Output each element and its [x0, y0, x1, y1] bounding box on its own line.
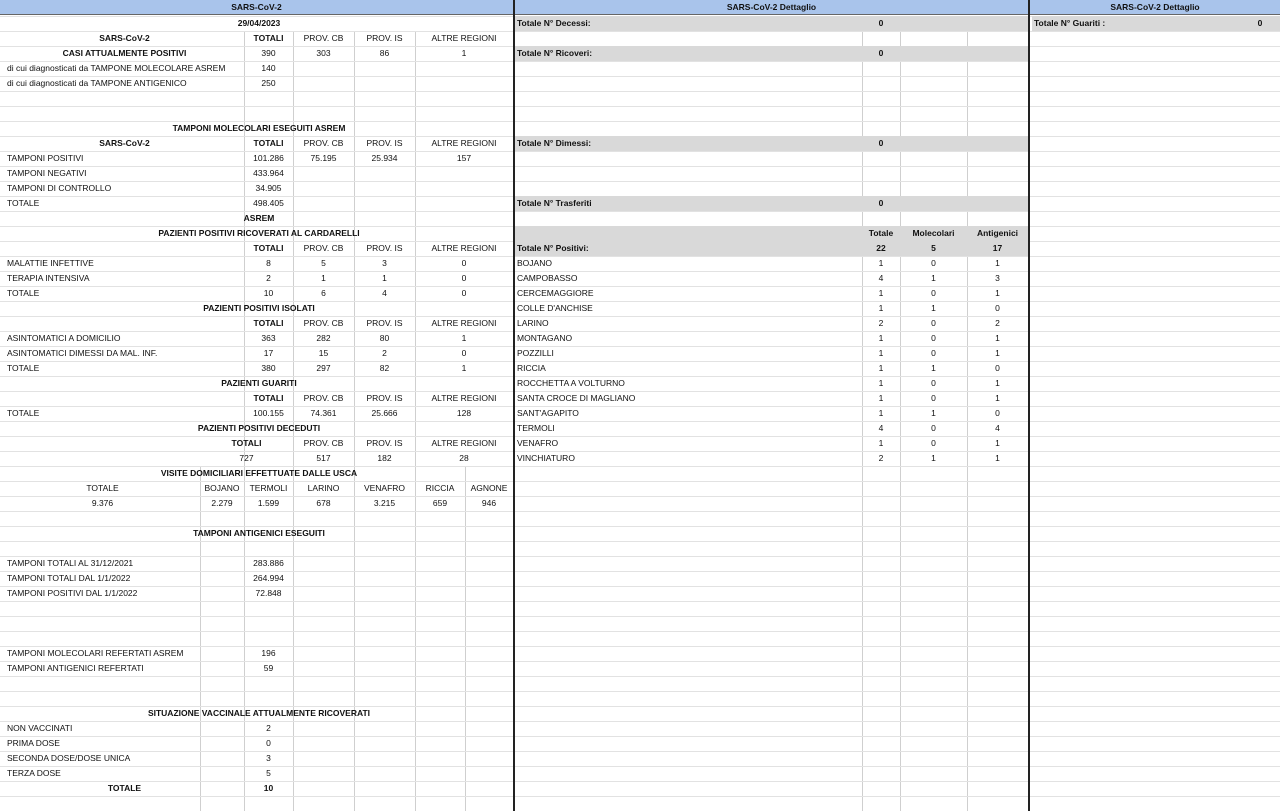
value-totale: 4 [878, 423, 884, 433]
value-molecolari: 0 [931, 423, 936, 433]
grid-line [1030, 601, 1280, 602]
grid-line [1030, 511, 1280, 512]
value-totale: 22 [862, 241, 900, 256]
value-molecolari: 0 [931, 438, 936, 448]
value-prov-cb: 6 [321, 288, 326, 298]
table-row [0, 526, 1280, 541]
row-label: di cui diagnosticati da TAMPONE ANTIGENICO [7, 78, 187, 88]
summary-filler [900, 136, 1028, 151]
summary-label: Totale N° Dimessi: [515, 136, 862, 151]
table-row [0, 61, 1280, 76]
grid-line [1030, 631, 1280, 632]
summary-filler [900, 196, 1028, 211]
value-prov-cb: 1 [321, 273, 326, 283]
usca-value: 1.599 [257, 498, 280, 508]
section-title: SITUAZIONE VACCINALE ATTUALMENTE RICOVERATI [147, 708, 371, 718]
usca-label-row [0, 481, 1280, 496]
comune-name: BOJANO [517, 258, 552, 268]
value-totale: 1 [878, 408, 884, 418]
col-altre-regioni: ALTRE REGIONI [431, 438, 497, 448]
summary-row [0, 241, 1280, 256]
value-altre-regioni: 1 [461, 333, 467, 343]
grid-line [0, 541, 513, 542]
value-totale: 2 [878, 453, 884, 463]
col-altre-regioni: ALTRE REGIONI [431, 393, 497, 403]
col-prov-is: PROV. IS [366, 393, 403, 403]
value-totali: 433.964 [253, 168, 284, 178]
grid-line [0, 796, 513, 797]
value-altre-regioni: 1 [461, 363, 467, 373]
value-prov-cb: 303 [316, 48, 331, 58]
usca-value-row [0, 496, 1280, 511]
row-label: TOTALE [7, 288, 40, 298]
value-altre-regioni [415, 166, 513, 181]
comune-row [0, 361, 1280, 376]
col-prov-cb: PROV. CB [303, 318, 344, 328]
value-prov-is [354, 166, 415, 181]
value-molecolari: 0 [931, 393, 936, 403]
summary-label: Totale N° Guariti : [1032, 16, 1240, 31]
value-molecolari: 1 [931, 408, 936, 418]
row-label: SARS-CoV-2 [99, 138, 150, 148]
value-totale: 1 [878, 303, 884, 313]
row-label: NON VACCINATI [7, 723, 73, 733]
col-prov-is: PROV. IS [366, 33, 403, 43]
value-prov-cb: 75.195 [310, 153, 337, 163]
comune-row [0, 346, 1280, 361]
col-prov-cb: PROV. CB [303, 393, 344, 403]
value-totali: 250 [261, 78, 276, 88]
comune-row [0, 436, 1280, 451]
grid-line [0, 106, 513, 107]
grid-line [515, 616, 1028, 617]
section-title: ASREM [243, 213, 275, 223]
value-totali: 380 [261, 363, 276, 373]
row-label: TAMPONI DI CONTROLLO [7, 183, 112, 193]
col-antigenici: Antigenici [967, 226, 1028, 241]
value-totale: 4 [878, 273, 884, 283]
value-altre-regioni [415, 181, 513, 196]
value-prov-cb: 297 [316, 363, 331, 373]
table-row [0, 751, 1280, 766]
value-antigenici: 4 [995, 423, 1000, 433]
value-totali: 363 [261, 333, 276, 343]
value-totali: 8 [266, 258, 271, 268]
section-title: PAZIENTI GUARITI [221, 378, 297, 388]
value-antigenici: 0 [995, 408, 1000, 418]
section-title: 29/04/2023 [237, 18, 281, 28]
value-prov-cb [293, 181, 354, 196]
usca-value: 2.279 [211, 498, 233, 508]
value-prov-is: 82 [379, 363, 390, 373]
value-prov-cb: 517 [316, 453, 331, 463]
grid-line [1030, 106, 1280, 107]
col-totali: TOTALI [253, 33, 284, 43]
value-antigenici: 17 [967, 241, 1028, 256]
col-prov-is: PROV. IS [366, 243, 403, 253]
value-antigenici: 3 [995, 273, 1000, 283]
usca-value: 946 [481, 498, 497, 508]
summary-value: 0 [862, 16, 900, 31]
table-row [0, 736, 1280, 751]
value-molecolari: 0 [931, 378, 936, 388]
usca-value: 9.376 [91, 498, 114, 508]
value-prov-cb: 15 [318, 348, 329, 358]
value-antigenici: 1 [995, 288, 1000, 298]
grid-line [515, 541, 1028, 542]
value-antigenici: 1 [995, 348, 1000, 358]
row-label: ASINTOMATICI DIMESSI DA MAL. INF. [7, 348, 158, 358]
value-molecolari: 0 [931, 288, 936, 298]
value-totali: 101.286 [253, 153, 284, 163]
value-altre-regioni: 0 [461, 288, 467, 298]
grid-line [0, 691, 513, 692]
col-totali: TOTALI [231, 438, 262, 448]
col-totali: TOTALI [253, 138, 284, 148]
value-totali: 10 [263, 288, 274, 298]
value-antigenici: 1 [995, 378, 1000, 388]
comune-row [0, 316, 1280, 331]
value-totale: 1 [878, 333, 884, 343]
value-totale: 1 [878, 258, 884, 268]
summary-value: 0 [862, 46, 900, 61]
value-prov-is [354, 181, 415, 196]
comune-name: SANT'AGAPITO [517, 408, 579, 418]
grid-line [0, 631, 513, 632]
comune-name: LARINO [517, 318, 549, 328]
table-row [0, 121, 1280, 136]
grid-line [0, 676, 513, 677]
col-prov-is: PROV. IS [366, 138, 403, 148]
value-antigenici: 1 [995, 453, 1000, 463]
value-prov-cb: 5 [321, 258, 326, 268]
col-molecolari: Molecolari [900, 226, 967, 241]
summary-row [0, 46, 1280, 61]
header-middle: SARS-CoV-2 Dettaglio [515, 0, 1028, 15]
col-prov-is: PROV. IS [366, 438, 403, 448]
value-altre-regioni: 28 [459, 453, 469, 463]
summary-label: Totale N° Decessi: [515, 16, 862, 31]
table-row [0, 721, 1280, 736]
comune-row [0, 451, 1280, 466]
usca-label: LARINO [307, 483, 340, 493]
value-totale: 1 [878, 363, 884, 373]
col-altre-regioni: ALTRE REGIONI [431, 138, 497, 148]
summary-value: 0 [1240, 16, 1280, 31]
table-row [0, 706, 1280, 721]
row-label: SARS-CoV-2 [99, 33, 150, 43]
grid-line [0, 601, 513, 602]
usca-label: AGNONE [470, 483, 508, 493]
col-prov-cb: PROV. CB [303, 138, 344, 148]
row-label: TAMPONI NEGATIVI [7, 168, 87, 178]
table-row [0, 586, 1280, 601]
column-header-row [0, 31, 1280, 46]
table-row [0, 151, 1280, 166]
panel-divider [513, 0, 515, 811]
row-label: TAMPONI TOTALI AL 31/12/2021 [7, 558, 134, 568]
value-antigenici: 1 [995, 333, 1000, 343]
summary-row [0, 16, 1280, 31]
value-totali: 390 [261, 48, 276, 58]
col-prov-cb: PROV. CB [303, 243, 344, 253]
grid-line [0, 616, 513, 617]
grid-line [1030, 676, 1280, 677]
comune-row [0, 406, 1280, 421]
value-prov-cb: 282 [316, 333, 331, 343]
value-totale: 1 [878, 393, 884, 403]
usca-label: TERMOLI [249, 483, 288, 493]
row-label: SECONDA DOSE/DOSE UNICA [7, 753, 131, 763]
row-label: TAMPONI TOTALI DAL 1/1/2022 [7, 573, 131, 583]
grid-line [1030, 541, 1280, 542]
value-altre-regioni: 1 [461, 48, 467, 58]
usca-label: VENAFRO [363, 483, 406, 493]
summary-label: Totale N° Ricoveri: [515, 46, 862, 61]
comune-name: ROCCHETTA A VOLTURNO [517, 378, 625, 388]
grid-line [1030, 91, 1280, 92]
comune-name: POZZILLI [517, 348, 554, 358]
grid-line [515, 91, 1028, 92]
value-antigenici: 1 [995, 438, 1000, 448]
table-row [0, 661, 1280, 676]
value-antigenici: 1 [995, 258, 1000, 268]
comune-row [0, 421, 1280, 436]
usca-value: 3.215 [373, 498, 396, 508]
table-row [0, 571, 1280, 586]
value-antigenici: 1 [995, 393, 1000, 403]
table-row [0, 646, 1280, 661]
col-totali: TOTALI [253, 318, 284, 328]
section-title: PAZIENTI POSITIVI DECEDUTI [197, 423, 321, 433]
row-label: ASINTOMATICI A DOMICILIO [7, 333, 121, 343]
value-totali: 3 [266, 753, 271, 763]
row-label: TOTALE [107, 783, 142, 793]
header-left: SARS-CoV-2 [0, 0, 513, 15]
value-prov-is: 3 [382, 258, 387, 268]
comune-name: RICCIA [517, 363, 546, 373]
value-antigenici: 0 [995, 363, 1000, 373]
summary-value: 0 [862, 136, 900, 151]
row-label: TAMPONI ANTIGENICI REFERTATI [7, 663, 144, 673]
row-label: TOTALE [7, 198, 40, 208]
value-prov-is: 2 [382, 348, 387, 358]
col-totali: TOTALI [253, 393, 284, 403]
comune-name: CERCEMAGGIORE [517, 288, 594, 298]
value-totali: 498.405 [253, 198, 284, 208]
value-altre-regioni: 157 [456, 153, 472, 163]
header-right: SARS-CoV-2 Dettaglio [1030, 0, 1280, 15]
row-label: TERZA DOSE [7, 768, 61, 778]
comune-row [0, 331, 1280, 346]
col-prov-cb: PROV. CB [303, 33, 344, 43]
value-totali: 5 [266, 768, 271, 778]
value-totali: 283.886 [253, 558, 284, 568]
usca-label: TOTALE [86, 483, 119, 493]
value-prov-cb [293, 166, 354, 181]
col-prov-cb: PROV. CB [303, 438, 344, 448]
value-altre-regioni: 0 [461, 273, 467, 283]
value-prov-is: 1 [382, 273, 387, 283]
comune-row [0, 301, 1280, 316]
value-totale: 1 [878, 348, 884, 358]
usca-label: RICCIA [425, 483, 455, 493]
grid-line [0, 91, 513, 92]
summary-label: Totale N° Positivi: [515, 241, 862, 256]
comune-name: TERMOLI [517, 423, 555, 433]
row-label: PRIMA DOSE [7, 738, 60, 748]
row-label: TAMPONI POSITIVI [7, 153, 84, 163]
table-row [0, 781, 1280, 796]
comune-name: SANTA CROCE DI MAGLIANO [517, 393, 636, 403]
value-totali: 2 [266, 273, 271, 283]
comune-row [0, 271, 1280, 286]
summary-row [0, 136, 1280, 151]
row-label: di cui diagnosticati da TAMPONE MOLECOLARE ASREM [7, 63, 226, 73]
value-totali: 10 [263, 783, 274, 793]
value-prov-is: 25.934 [371, 153, 398, 163]
value-prov-is: 25.666 [371, 408, 398, 418]
grid-line [515, 601, 1028, 602]
grid-line [1030, 616, 1280, 617]
value-molecolari: 0 [931, 333, 936, 343]
value-totale: 1 [878, 438, 884, 448]
comune-name: MONTAGANO [517, 333, 573, 343]
grid-line [515, 796, 1028, 797]
table-row [0, 556, 1280, 571]
section-title: PAZIENTI POSITIVI ISOLATI [203, 303, 315, 313]
value-totali: 0 [266, 738, 271, 748]
row-label: TERAPIA INTENSIVA [7, 273, 90, 283]
table-row [0, 181, 1280, 196]
grid-line [515, 631, 1028, 632]
value-prov-cb: 74.361 [310, 408, 337, 418]
value-totali: 196 [261, 648, 276, 658]
row-label: CASI ATTUALMENTE POSITIVI [62, 48, 187, 58]
value-totali: 34.905 [255, 183, 282, 193]
section-title: TAMPONI ANTIGENICI ESEGUITI [193, 528, 325, 538]
col-altre-regioni: ALTRE REGIONI [431, 318, 497, 328]
comune-name: COLLE D'ANCHISE [517, 303, 593, 313]
value-prov-is: 80 [379, 333, 390, 343]
table-row [0, 766, 1280, 781]
value-molecolari: 1 [931, 453, 936, 463]
table-row [0, 166, 1280, 181]
comune-row [0, 286, 1280, 301]
grid-line [1030, 691, 1280, 692]
col-altre-regioni: ALTRE REGIONI [431, 33, 497, 43]
summary-filler [900, 46, 1028, 61]
value-antigenici: 2 [995, 318, 1000, 328]
summary-value: 0 [862, 196, 900, 211]
section-title: VISITE DOMICILIARI EFFETTUATE DALLE USCA [160, 468, 358, 478]
row-label: MALATTIE INFETTIVE [7, 258, 94, 268]
usca-value: 678 [316, 498, 331, 508]
value-totali: 2 [266, 723, 271, 733]
value-molecolari: 1 [931, 273, 936, 283]
row-label: TOTALE [7, 408, 40, 418]
summary-row [0, 196, 1280, 211]
value-totale: 1 [878, 288, 884, 298]
value-totali: 59 [263, 663, 274, 673]
value-molecolari: 0 [931, 258, 936, 268]
value-totali: 17 [263, 348, 274, 358]
header-filler [515, 226, 862, 241]
value-molecolari: 0 [931, 318, 936, 328]
section-title: TAMPONI MOLECOLARI ESEGUITI ASREM [172, 123, 346, 133]
table-row [0, 211, 1280, 226]
value-totali: 264.994 [253, 573, 284, 583]
value-totale: 1 [878, 378, 884, 388]
value-prov-is: 182 [377, 453, 392, 463]
column-header-row [0, 226, 1280, 241]
usca-label: BOJANO [204, 483, 240, 493]
comune-name: VINCHIATURO [517, 453, 575, 463]
grid-line [515, 676, 1028, 677]
grid-line [515, 511, 1028, 512]
panel-divider [1028, 0, 1030, 811]
value-prov-is: 4 [382, 288, 387, 298]
table-row [0, 76, 1280, 91]
col-totali: TOTALI [253, 243, 284, 253]
section-title: PAZIENTI POSITIVI RICOVERATI AL CARDARELLI [158, 228, 360, 238]
table-row [0, 466, 1280, 481]
summary-label: Totale N° Trasferiti [515, 196, 862, 211]
value-totale: 2 [878, 318, 884, 328]
grid-line [0, 511, 513, 512]
value-totali: 100.155 [253, 408, 284, 418]
col-totale: Totale [862, 226, 900, 241]
row-label: TAMPONI MOLECOLARI REFERTATI ASREM [7, 648, 184, 658]
grid-line [515, 691, 1028, 692]
grid-line [1030, 796, 1280, 797]
row-label: TAMPONI POSITIVI DAL 1/1/2022 [7, 588, 138, 598]
usca-value: 659 [432, 498, 448, 508]
comune-name: CAMPOBASSO [517, 273, 578, 283]
value-molecolari: 1 [931, 363, 936, 373]
value-altre-regioni: 0 [461, 348, 467, 358]
value-totali: 72.848 [255, 588, 282, 598]
col-prov-is: PROV. IS [366, 318, 403, 328]
col-altre-regioni: ALTRE REGIONI [431, 243, 497, 253]
value-altre-regioni: 0 [461, 258, 467, 268]
comune-row [0, 256, 1280, 271]
value-altre-regioni: 128 [456, 408, 472, 418]
value-molecolari: 1 [931, 303, 936, 313]
value-prov-is: 86 [379, 48, 390, 58]
grid-line [515, 106, 1028, 107]
value-totali: 727 [239, 453, 254, 463]
value-antigenici: 0 [995, 303, 1000, 313]
value-molecolari: 5 [900, 241, 967, 256]
row-label: TOTALE [7, 363, 40, 373]
value-totali: 140 [261, 63, 276, 73]
comune-row [0, 376, 1280, 391]
value-molecolari: 0 [931, 348, 936, 358]
comune-row [0, 391, 1280, 406]
comune-name: VENAFRO [517, 438, 559, 448]
